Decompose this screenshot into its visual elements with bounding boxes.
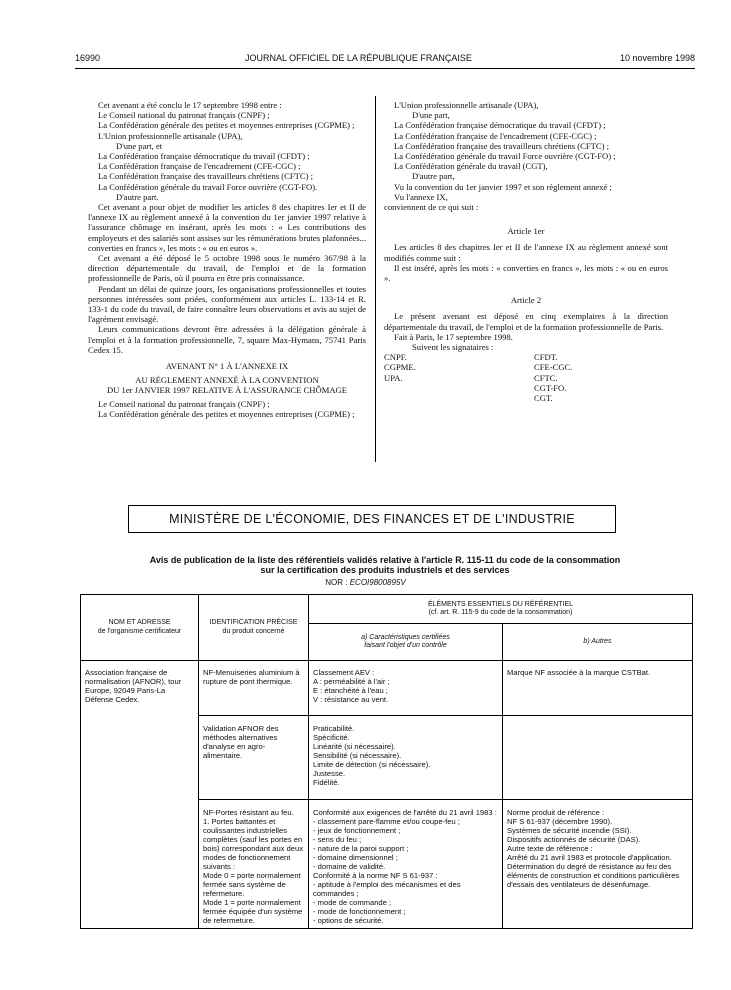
characteristic-item: - mode de commande ; bbox=[313, 898, 392, 907]
paragraph: D'une part, bbox=[412, 110, 450, 121]
paragraph: La Confédération générale du travail Force ouvrière (CGT-FO). bbox=[98, 181, 318, 192]
other-item: Norme produit de référence : bbox=[507, 808, 605, 817]
referentiels-table bbox=[80, 594, 693, 929]
avis-title bbox=[80, 555, 690, 575]
header-line: IDENTIFICATION PRÉCISE bbox=[209, 619, 298, 626]
characteristic-item: - options de sécurité. bbox=[313, 916, 384, 925]
signatory: CFDT. bbox=[534, 352, 558, 363]
other-item: Autre texte de référence : bbox=[507, 844, 593, 853]
characteristic-item: Linéarité (si nécessaire). bbox=[313, 742, 396, 751]
paragraph: D'une part, et bbox=[116, 140, 163, 151]
avis-title-line: Avis de publication de la liste des référentiels validés relative à l'article R. 115-11 du code de la consommation bbox=[149, 555, 621, 565]
other-item: Systèmes de sécurité incendie (SSI). bbox=[507, 826, 632, 835]
section-heading: AVENANT N° 1 À L'ANNEXE IX bbox=[165, 361, 289, 372]
paragraph: Cet avenant a été conclu le 17 septembre 1998 entre : bbox=[98, 100, 282, 110]
characteristic-item: Fidélité. bbox=[313, 778, 340, 787]
characteristic-item: Justesse. bbox=[313, 769, 346, 778]
characteristic-item: - sens du feu ; bbox=[313, 835, 362, 844]
characteristic-item: V : résistance au vent. bbox=[313, 695, 389, 704]
signatories-label: Suivent les signataires : bbox=[412, 342, 494, 353]
characteristic-item: Sensibilité (si nécessaire). bbox=[313, 751, 402, 760]
ministry-banner: MINISTÈRE DE L'ÉCONOMIE, DES FINANCES ET DE L'INDUSTRIE bbox=[128, 505, 616, 533]
nor-value: ECOI9800895V bbox=[349, 578, 406, 587]
paragraph: La Confédération française de l'encadrement (CFE-CGC) ; bbox=[98, 161, 301, 172]
signatories bbox=[384, 352, 668, 403]
product-cell bbox=[199, 716, 309, 800]
paragraph: L'Union professionnelle artisanale (UPA), bbox=[394, 100, 539, 110]
others-cell bbox=[503, 661, 693, 716]
other-item: NF S 61-937 (décembre 1990). bbox=[507, 817, 613, 826]
product-line: Mode 1 = porte normalement fermée équipée d'un système de refermeture. bbox=[203, 898, 303, 925]
paragraph: Cet avenant a pour objet de modifier les articles 8 des chapitres Ier et II de l'annexe IX au règlement annexé à la convention du 1er janvier 1997 relative à l'assurance chômage en insérant, après les mots : « Les contributions des employeurs et des salariés sont assises sur les rémunérations brutes plafonnées... converties en francs », les mots : « ou en euros ». bbox=[88, 202, 366, 253]
paragraph: La Confédération française des travailleurs chrétiens (CFTC) ; bbox=[394, 140, 610, 151]
characteristic-item: - jeux de fonctionnement ; bbox=[313, 826, 401, 835]
paragraph: La Confédération générale des petites et moyennes entreprises (CGPME) ; bbox=[98, 408, 355, 419]
table-header-row bbox=[81, 595, 693, 624]
characteristic-item: Conformité aux exigences de l'arrêté du 21 avril 1983 : bbox=[313, 808, 497, 817]
paragraph: Vu l'annexe IX, bbox=[394, 191, 448, 202]
journal-title: JOURNAL OFFICIEL DE LA RÉPUBLIQUE FRANÇAISE bbox=[245, 53, 472, 63]
characteristics-cell bbox=[309, 661, 503, 716]
column-divider bbox=[375, 96, 376, 462]
signatory: UPA. bbox=[384, 372, 403, 383]
col-header-characteristics bbox=[309, 624, 503, 661]
others-cell bbox=[503, 800, 693, 929]
header-rule bbox=[75, 68, 695, 69]
signatory: CFE-CGC. bbox=[534, 362, 573, 373]
characteristic-item: Classement AEV : bbox=[313, 668, 375, 677]
paragraph: Le présent avenant est déposé en cinq exemplaires à la direction départementale du travail, de l'emploi et de la formation professionnelle de Paris. bbox=[384, 311, 668, 332]
signatory: CGT. bbox=[534, 393, 553, 404]
section-subheading: AU RÈGLEMENT ANNEXÉ À LA CONVENTION bbox=[135, 375, 319, 386]
done-at: Fait à Paris, le 17 septembre 1998. bbox=[394, 331, 513, 342]
characteristic-item: - classement pare-flamme et/ou coupe-feu ; bbox=[313, 817, 460, 826]
signatory: CGPME. bbox=[384, 362, 416, 373]
paragraph: D'autre part, bbox=[412, 171, 455, 182]
avis-title-line: sur la certification des produits industriels et des services bbox=[260, 565, 510, 575]
header-line: faisant l'objet d'un contrôle bbox=[364, 642, 447, 649]
header-line: du produit concerné bbox=[222, 627, 285, 635]
product-cell bbox=[199, 800, 309, 929]
paragraph: Il est inséré, après les mots : « converties en francs », les mots : « ou en euros ». bbox=[384, 262, 668, 284]
table-row bbox=[81, 661, 693, 716]
col-header-group bbox=[309, 595, 693, 624]
characteristics-cell bbox=[309, 716, 503, 800]
col-header-product bbox=[199, 595, 309, 661]
product-name: NF-Menuiseries aluminium à rupture de pont thermique. bbox=[203, 668, 300, 686]
characteristic-item: - aptitude à l'emploi des mécanismes et des commandes ; bbox=[313, 880, 461, 898]
right-column bbox=[384, 100, 668, 403]
paragraph: La Confédération générale du travail (CGT), bbox=[394, 161, 548, 172]
characteristic-item: Spécificité. bbox=[313, 733, 350, 742]
nor-reference bbox=[0, 578, 731, 587]
product-line: Mode 0 = porte normalement fermée sans système de refermeture. bbox=[203, 871, 301, 898]
header-line: (cf. art. R. 115-9 du code de la consommation) bbox=[428, 609, 573, 616]
header-line: de l'organisme certificateur bbox=[97, 627, 182, 635]
paragraph: Cet avenant a été déposé le 5 octobre 1998 sous le numéro 367/98 à la direction départementale du travail, de l'emploi et de la formation professionnelle de Paris, où il pourra en être pris connaissance. bbox=[88, 253, 366, 284]
col-header-others: b) Autres bbox=[503, 624, 693, 661]
product-cell bbox=[199, 661, 309, 716]
other-item: Arrêté du 21 avril 1983 et protocole d'application. bbox=[507, 853, 672, 862]
characteristic-item: E : étanchéité à l'eau ; bbox=[313, 686, 388, 695]
other-item: Dispositifs actionnés de sécurité (DAS). bbox=[507, 835, 641, 844]
characteristic-item: Conformité à la norme NF S 61-937 : bbox=[313, 871, 438, 880]
left-column bbox=[88, 100, 366, 419]
other-item: Détermination du degré de résistance au feu des éléments de construction et conditions particulières d'essais des ventilateurs de désenfumage. bbox=[507, 862, 680, 889]
paragraph: D'autre part. bbox=[116, 191, 159, 202]
characteristic-item: - mode de fonctionnement ; bbox=[313, 907, 406, 916]
article-1-title: Article 1er bbox=[507, 226, 545, 237]
issue-date: 10 novembre 1998 bbox=[619, 53, 695, 63]
characteristic-item: - nature de la paroi support ; bbox=[313, 844, 409, 853]
header-line: a) Caractéristiques certifiées bbox=[361, 633, 450, 641]
paragraph: Le Conseil national du patronat français (CNPF) ; bbox=[98, 398, 270, 409]
signatory: CFTC. bbox=[534, 372, 558, 383]
page-header bbox=[75, 53, 695, 67]
characteristic-item: - domaine dimensionnel ; bbox=[313, 853, 398, 862]
paragraph: La Confédération française démocratique du travail (CFDT) ; bbox=[98, 151, 310, 162]
organism-cell bbox=[81, 661, 199, 929]
header-line: NOM ET ADRESSE bbox=[108, 619, 171, 626]
paragraph: Leurs communications devront être adressées à la délégation générale à l'emploi et à la formation professionnelle, 7, square Max-Hymans, 75741 Paris Cedex 15. bbox=[88, 324, 366, 355]
organism-name: Association française de normalisation (AFNOR), tour Europe, 92049 Paris-La Défense Cedex. bbox=[85, 668, 182, 704]
paragraph: Vu la convention du 1er janvier 1997 et son règlement annexé ; bbox=[394, 181, 612, 192]
col-header-organism bbox=[81, 595, 199, 661]
characteristic-item: Limite de détection (si nécessaire). bbox=[313, 760, 431, 769]
paragraph: Les articles 8 des chapitres Ier et II de l'annexe IX au règlement annexé sont modifiés comme suit : bbox=[384, 242, 668, 263]
section-subheading: DU 1er JANVIER 1997 RELATIVE À L'ASSURANCE CHÔMAGE bbox=[106, 385, 348, 396]
paragraph: Le Conseil national du patronat français (CNPF) ; bbox=[98, 110, 270, 121]
article-2-title: Article 2 bbox=[510, 295, 542, 306]
paragraph: conviennent de ce qui suit : bbox=[384, 202, 479, 213]
others-cell bbox=[503, 716, 693, 800]
characteristic-item: A : perméabilité à l'air ; bbox=[313, 677, 390, 686]
paragraph: La Confédération française de l'encadrement (CFE-CGC) ; bbox=[394, 130, 597, 141]
characteristics-cell bbox=[309, 800, 503, 929]
characteristic-item: - domaine de validité. bbox=[313, 862, 386, 871]
other-item: Marque NF associée à la marque CSTBat. bbox=[507, 668, 651, 677]
characteristic-item: Praticabilité. bbox=[313, 724, 355, 733]
signatory: CNPF. bbox=[384, 352, 407, 363]
product-name: Validation AFNOR des méthodes alternatives d'analyse en agro-alimentaire. bbox=[203, 724, 279, 760]
paragraph: La Confédération générale du travail Force ouvrière (CGT-FO) ; bbox=[394, 151, 616, 162]
page-number: 16990 bbox=[75, 53, 101, 63]
signatory: CGT-FO. bbox=[534, 382, 567, 393]
product-line: 1. Portes battantes et coulissantes industrielles complètes (sauf les portes en bois) correspondant aux deux modes de fonctionnement suivants : bbox=[203, 817, 304, 871]
header-line: ÉLÉMENTS ESSENTIELS DU RÉFÉRENTIEL bbox=[427, 600, 574, 608]
paragraph: La Confédération française des travailleurs chrétiens (CFTC) ; bbox=[98, 171, 314, 182]
paragraph: Pendant un délai de quinze jours, les organisations professionnelles et toutes personnes intéressées sont priées, conformément aux articles L. 133-14 et R. 133-1 du code du travail, de faire connaître leurs observations et avis au sujet de l'agrément envisagé. bbox=[88, 283, 366, 325]
paragraph: La Confédération générale des petites et moyennes entreprises (CGPME) ; bbox=[98, 120, 355, 131]
paragraph: La Confédération française démocratique du travail (CFDT) ; bbox=[394, 120, 606, 131]
product-line: NF-Portes résistant au feu. bbox=[203, 808, 294, 817]
nor-label: NOR : bbox=[325, 578, 348, 587]
paragraph: L'Union professionnelle artisanale (UPA), bbox=[98, 130, 243, 141]
